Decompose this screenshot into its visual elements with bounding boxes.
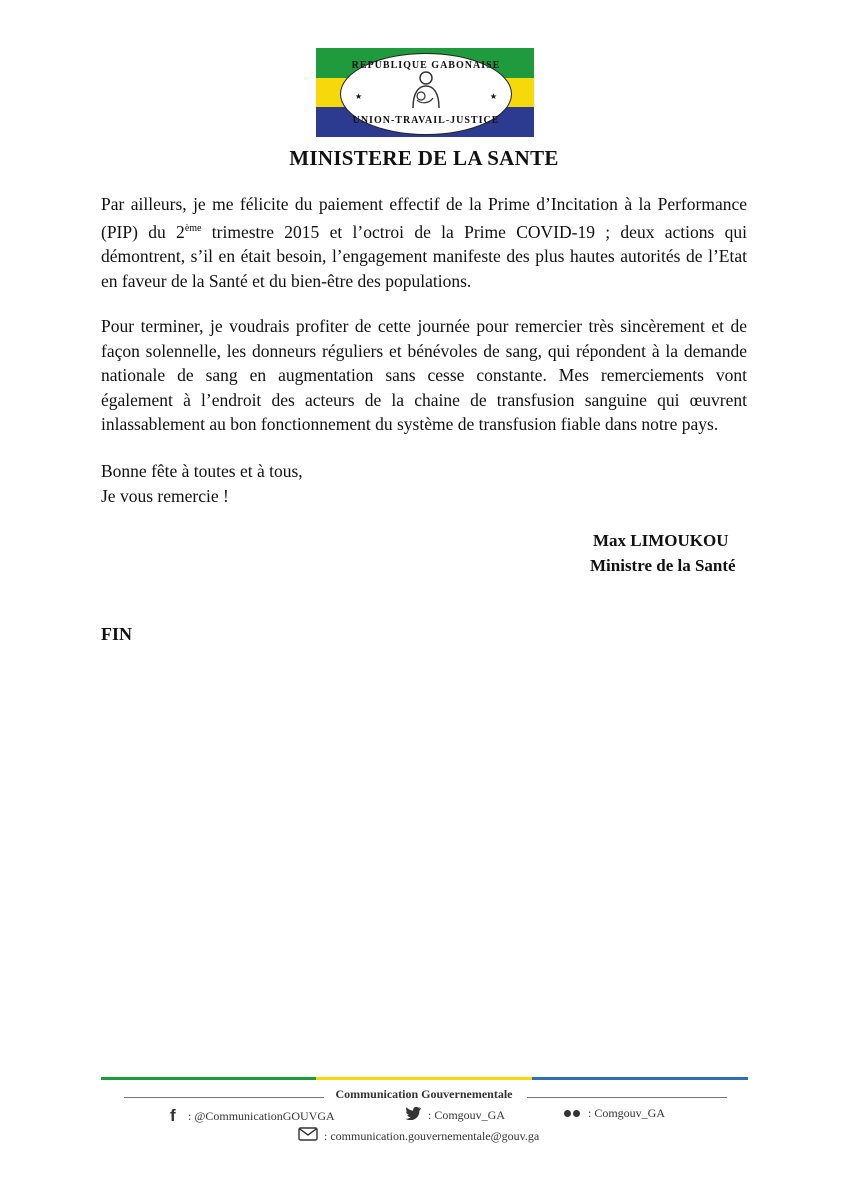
facebook-contact[interactable] <box>170 1106 335 1126</box>
footer-title: Communication Gouvernementale <box>335 1087 513 1101</box>
seal-top-text: REPUBLIQUE GABONAISE <box>351 60 501 71</box>
twitter-handle: : Comgouv_GA <box>428 1107 506 1122</box>
closing-thanks: Je vous remercie ! <box>101 485 229 506</box>
flickr-handle: : Comgouv_GA <box>588 1106 666 1120</box>
footer-bar-green <box>101 1077 316 1080</box>
paragraph-bonus <box>101 192 747 293</box>
twitter-contact[interactable] <box>404 1106 505 1124</box>
facebook-icon: f <box>170 1106 176 1125</box>
twitter-icon <box>404 1106 422 1124</box>
email-contact[interactable] <box>298 1127 539 1145</box>
closing-greeting: Bonne fête à toutes et à tous, <box>101 461 303 481</box>
ministry-title: MINISTERE DE LA SANTE <box>289 146 559 170</box>
seal-star-left: ★ <box>355 92 363 101</box>
republic-seal <box>340 53 512 135</box>
mother-child-emblem-icon <box>403 70 449 110</box>
paragraph-thanks: Pour terminer, je voudrais profiter de cette journée pour remercier très sincèrement et de façon solennelle, les donneurs réguliers et bénévoles de sang, qui répondent à la demande nationale de sang en augmentation sans cesse constante. Mes remerciements vont également à l’endroit des acteurs de la chaine de transfusion sanguine qui œuvrent inlassablement au bon fonctionnement du système de transfusion fiable dans notre pays. <box>101 316 747 434</box>
seal-bottom-text: UNION-TRAVAIL-JUSTICE <box>352 115 500 126</box>
paragraph-bonus-part2: trimestre 2015 et l’octroi de la Prime COVID-19 ; deux actions qui démontrent, s’il en était besoin, l’engagement manifeste des plus hautes autorités de l’Etat en faveur de la Santé et du bien-être des populations. <box>101 221 747 291</box>
footer-bar-blue <box>532 1077 748 1080</box>
footer-bar-yellow <box>316 1077 532 1080</box>
flickr-icon <box>564 1106 582 1121</box>
superscript-eme: ème <box>184 222 202 234</box>
closing <box>101 459 747 508</box>
end-mark: FIN <box>101 624 132 644</box>
flickr-contact[interactable] <box>564 1106 665 1121</box>
email-address: : communication.gouvernementale@gouv.ga <box>324 1128 540 1143</box>
facebook-handle: : @CommunicationGOUVGA <box>188 1108 335 1123</box>
seal-star-right: ★ <box>489 92 497 101</box>
mail-icon <box>298 1127 318 1145</box>
signatory-title: Ministre de la Santé <box>590 556 736 575</box>
paragraph-bonus-part1: Par ailleurs, je me félicite du paiement effectif de la Prime d’Incitation à la Performance (PIP) du 2 <box>101 194 747 242</box>
signatory-name: Max LIMOUKOU <box>593 531 729 550</box>
signature-block <box>590 528 736 578</box>
